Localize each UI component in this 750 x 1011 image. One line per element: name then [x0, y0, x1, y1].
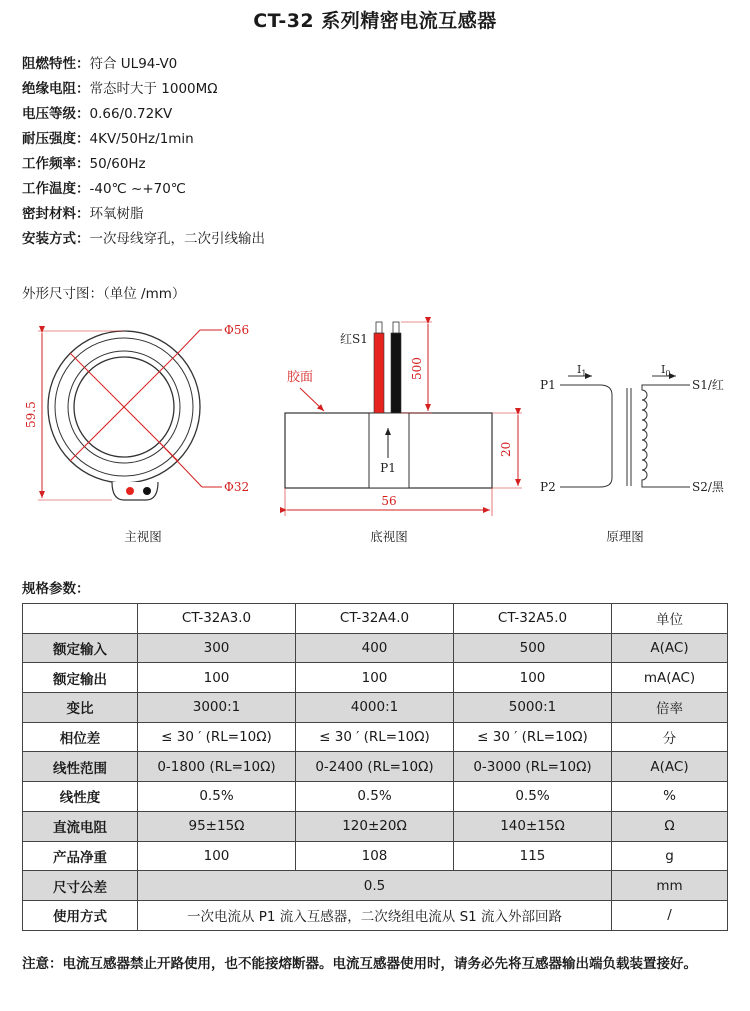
spec-row — [22, 52, 265, 77]
height-label: 59.5 — [24, 401, 38, 428]
table-cell: 0-3000 (RL=10Ω) — [454, 752, 612, 782]
leader-line — [178, 330, 200, 353]
spec-value: 常态时大于 1000MΩ — [89, 81, 218, 97]
table-cell: 500 — [454, 633, 612, 663]
i1-main: I — [577, 363, 582, 376]
i0-sub: 0 — [665, 369, 671, 378]
p2-label: P2 — [540, 480, 556, 494]
spec-row — [22, 202, 265, 227]
table-row — [23, 752, 728, 782]
row-label: 额定输出 — [23, 663, 138, 693]
spec-row — [22, 102, 265, 127]
schematic-caption: 原理图 — [606, 529, 644, 544]
row-label: 额定输入 — [23, 633, 138, 663]
glue-face-label: 胶面 — [287, 370, 314, 385]
primary-winding — [560, 385, 612, 487]
table-row — [23, 841, 728, 871]
spec-row — [22, 227, 265, 252]
table-header-cell: CT-32A3.0 — [138, 604, 296, 634]
spec-value: 4KV/50Hz/1min — [89, 131, 194, 147]
spec-label: 阻燃特性： — [22, 56, 90, 72]
params-title: 规格参数： — [22, 581, 90, 597]
table-row — [23, 811, 728, 841]
row-label: 尺寸公差 — [23, 871, 138, 901]
i1-label — [577, 363, 586, 378]
spec-row — [22, 152, 265, 177]
unit-cell: A(AC) — [612, 633, 728, 663]
table-cell: 100 — [138, 841, 296, 871]
table-header-cell: 单位 — [612, 604, 728, 634]
unit-cell: mA(AC) — [612, 663, 728, 693]
table-cell: 一次电流从 P1 流入互感器，二次绕组电流从 S1 流入外部回路 — [138, 900, 612, 930]
red-lead — [374, 333, 384, 413]
spec-label: 电压等级： — [22, 106, 90, 122]
dimension-drawings — [0, 300, 750, 555]
table-cell: 0.5 — [138, 871, 612, 901]
front-view-caption: 主视图 — [124, 529, 162, 544]
table-cell: 0.5% — [296, 782, 454, 812]
table-cell: 120±20Ω — [296, 811, 454, 841]
table-cell: 400 — [296, 633, 454, 663]
table-cell: 4000:1 — [296, 693, 454, 723]
row-label: 线性范围 — [23, 752, 138, 782]
red-terminal-icon — [126, 487, 134, 495]
unit-cell: g — [612, 841, 728, 871]
spec-row — [22, 77, 265, 102]
table-header-cell — [23, 604, 138, 634]
black-terminal-icon — [143, 487, 151, 495]
row-label: 线性度 — [23, 782, 138, 812]
spec-label: 工作频率： — [22, 156, 90, 172]
table-cell: ≤ 30 ′ (RL=10Ω) — [296, 722, 454, 752]
spec-label: 工作温度： — [22, 181, 90, 197]
table-row — [23, 782, 728, 812]
table-cell: 95±15Ω — [138, 811, 296, 841]
table-cell: 300 — [138, 633, 296, 663]
table-row — [23, 663, 728, 693]
spec-value: 一次母线穿孔，二次引线输出 — [89, 231, 265, 247]
spec-label: 安装方式： — [22, 231, 90, 247]
dimensions-title: 外形尺寸图：（单位 /mm） — [22, 286, 186, 302]
lead-label: 红S1 — [340, 332, 368, 346]
spec-row — [22, 177, 265, 202]
page-title: CT-32 系列精密电流互感器 — [253, 10, 497, 32]
glue-face-arrow — [300, 388, 324, 411]
spec-value: -40℃ ~+70℃ — [89, 181, 186, 197]
table-cell: 0.5% — [138, 782, 296, 812]
table-cell: 0-2400 (RL=10Ω) — [296, 752, 454, 782]
i0-label — [661, 363, 670, 378]
table-cell: 3000:1 — [138, 693, 296, 723]
bottom-view-caption: 底视图 — [370, 529, 408, 544]
spec-value: 0.66/0.72KV — [89, 106, 173, 122]
table-header-cell: CT-32A4.0 — [296, 604, 454, 634]
black-lead — [391, 333, 401, 413]
spec-label: 绝缘电阻： — [22, 81, 90, 97]
secondary-coil — [642, 385, 690, 487]
table-header-cell: CT-32A5.0 — [454, 604, 612, 634]
table-header-row — [23, 604, 728, 634]
primary-label: P1 — [380, 461, 396, 475]
spec-value: 环氧树脂 — [89, 206, 144, 222]
unit-cell: 分 — [612, 722, 728, 752]
inner-diameter-label: Φ32 — [224, 480, 250, 494]
row-label: 变比 — [23, 693, 138, 723]
table-cell: 108 — [296, 841, 454, 871]
p1-label: P1 — [540, 378, 556, 392]
row-label: 产品净重 — [23, 841, 138, 871]
row-label: 直流电阻 — [23, 811, 138, 841]
width-label: 56 — [381, 494, 397, 508]
lead-channel — [369, 413, 409, 488]
table-cell: 140±15Ω — [454, 811, 612, 841]
outer-diameter-label: Φ56 — [224, 323, 250, 337]
black-lead-tip — [393, 322, 399, 333]
row-label: 相位差 — [23, 722, 138, 752]
i0-main: I — [661, 363, 666, 376]
unit-cell: Ω — [612, 811, 728, 841]
unit-cell: 倍率 — [612, 693, 728, 723]
table-cell: ≤ 30 ′ (RL=10Ω) — [138, 722, 296, 752]
front-view — [24, 323, 249, 544]
i1-sub: 1 — [581, 369, 587, 378]
spec-value: 50/60Hz — [89, 156, 146, 172]
table-row — [23, 722, 728, 752]
spec-list — [22, 52, 265, 252]
bottom-view — [285, 322, 522, 544]
table-cell: 0-1800 (RL=10Ω) — [138, 752, 296, 782]
table-row — [23, 693, 728, 723]
table-row — [23, 633, 728, 663]
spec-label: 密封材料： — [22, 206, 90, 222]
table-cell: ≤ 30 ′ (RL=10Ω) — [454, 722, 612, 752]
table-cell: 5000:1 — [454, 693, 612, 723]
height-label: 20 — [499, 441, 513, 457]
unit-cell: mm — [612, 871, 728, 901]
unit-cell: % — [612, 782, 728, 812]
s1-label: S1/红 — [692, 378, 724, 392]
s2-label: S2/黑 — [692, 480, 724, 494]
terminal-lug — [112, 482, 158, 500]
table-row — [23, 900, 728, 930]
table-cell: 115 — [454, 841, 612, 871]
red-lead-tip — [376, 322, 382, 333]
warning-note: 注意：电流互感器禁止开路使用，也不能接熔断器。电流互感器使用时，请务必先将互感器输出端负载装置接好。 — [22, 956, 697, 972]
table-cell: 100 — [138, 663, 296, 693]
schematic — [540, 363, 725, 544]
table-row — [23, 871, 728, 901]
table-cell: 0.5% — [454, 782, 612, 812]
row-label: 使用方式 — [23, 900, 138, 930]
spec-value: 符合 UL94-V0 — [89, 56, 178, 72]
lead-length-label: 500 — [410, 357, 424, 380]
unit-cell: A(AC) — [612, 752, 728, 782]
table-cell: 100 — [454, 663, 612, 693]
table-cell: 100 — [296, 663, 454, 693]
spec-label: 耐压强度： — [22, 131, 90, 147]
unit-cell: / — [612, 900, 728, 930]
spec-table — [22, 603, 728, 931]
spec-row — [22, 127, 265, 152]
